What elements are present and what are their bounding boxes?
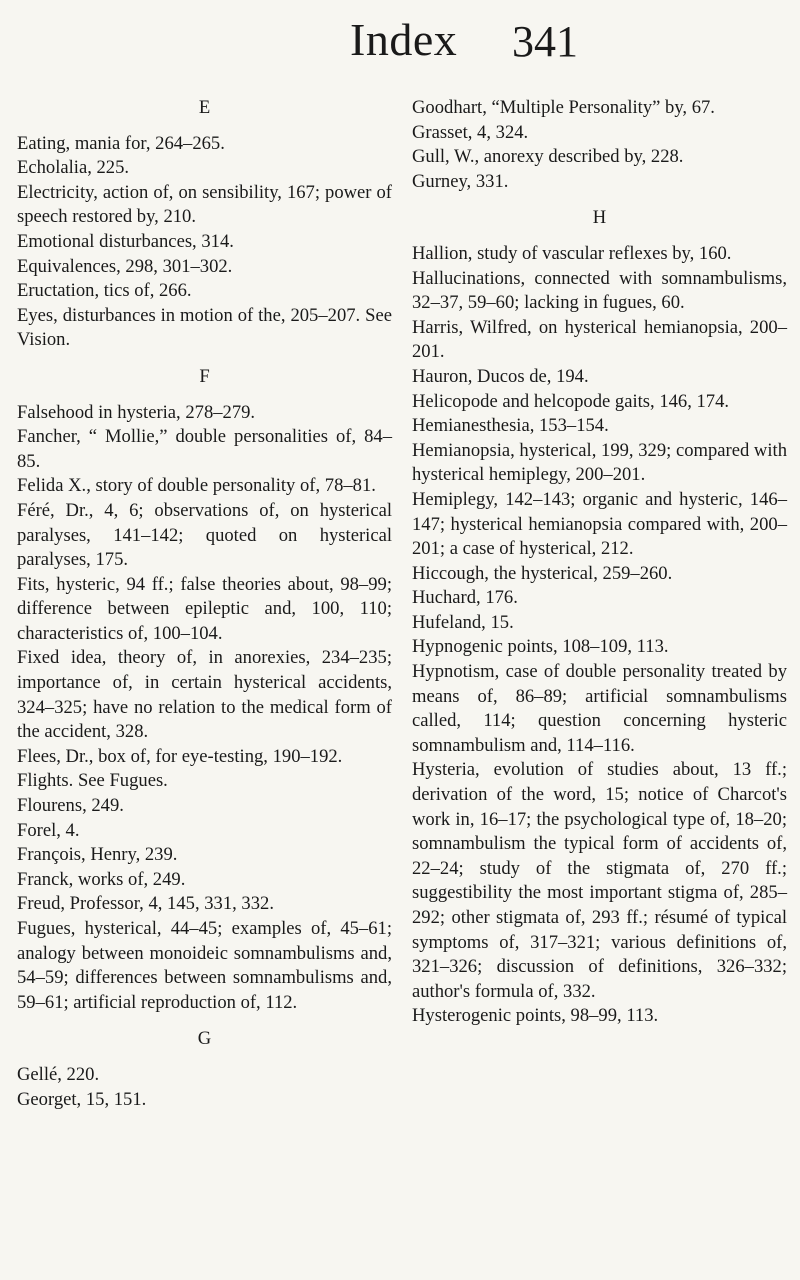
index-entry: François, Henry, 239. <box>17 844 178 866</box>
index-entry: Hauron, Ducos de, 194. <box>412 365 589 387</box>
section-letter: E <box>198 97 211 118</box>
index-entry: Gellé, 220. <box>17 1063 100 1085</box>
page-title: Index <box>350 14 458 65</box>
index-entry: Fancher, “ Mollie,” double personalities of, 84–85. <box>17 426 392 472</box>
index-entry: Flees, Dr., box of, for eye-testing, 190–192. <box>17 745 343 767</box>
index-entry: Eructation, tics of, 266. <box>17 280 192 302</box>
index-entry: Huchard, 176. <box>412 587 518 609</box>
index-entry: Grasset, 4, 324. <box>412 121 529 143</box>
index-entry: Fits, hysteric, 94 ff.; false theories about, 98–99; difference between epileptic and, 100, 110; characteristics of, 100–104. <box>17 573 392 644</box>
index-entry: Freud, Professor, 4, 145, 331, 332. <box>17 893 274 915</box>
index-entry: Harris, Wilfred, on hysterical hemianopsia, 200–201. <box>412 316 787 363</box>
index-entry: Hemiplegy, 142–143; organic and hysteric, 146–147; hysterical hemianopsia compared with, 200–201; a case of hysterical, 212. <box>412 488 787 560</box>
index-entry: Equivalences, 298, 301–302. <box>17 255 233 277</box>
section-letter: H <box>592 207 607 229</box>
section-letter: G <box>197 1028 212 1050</box>
index-entry: Emotional disturbances, 314. <box>17 230 234 252</box>
index-entry: Hemianopsia, hysterical, 199, 329; compared with hysterical hemiplegy, 200–201. <box>412 439 787 486</box>
index-entry: Flights. See Fugues. <box>17 770 168 792</box>
page-number: 341 <box>512 17 578 66</box>
index-entry: Franck, works of, 249. <box>17 868 186 890</box>
index-entry: Eating, mania for, 264–265. <box>17 132 225 154</box>
index-entry: Hysterogenic points, 98–99, 113. <box>412 1005 659 1027</box>
index-entry: Fugues, hysterical, 44–45; examples of, 45–61; analogy between monoideic somnambulisms and, 54–59; differences between somnambulisms and, 59–61; artificial reproduction of, 112. <box>17 918 392 1013</box>
index-column-right <box>412 96 787 1029</box>
index-entry: Hallion, study of vascular reflexes by, 160. <box>412 242 732 264</box>
index-entry: Goodhart, “Multiple Personality” by, 67. <box>412 97 715 118</box>
index-entry: Flourens, 249. <box>17 795 124 817</box>
index-entry: Forel, 4. <box>17 819 80 841</box>
index-entry: Hypnotism, case of double personality treated by means of, 86–89; artificial somnambulisms called, 114; question concerning hysteric somnambulism and, 114–116. <box>412 661 787 756</box>
index-entry: Féré, Dr., 4, 6; observations of, on hysterical paralyses, 141–142; quoted on hysterical paralyses, 175. <box>17 499 392 571</box>
index-entry: Eyes, disturbances in motion of the, 205–207. See Vision. <box>17 304 392 351</box>
index-entry: Echolalia, 225. <box>17 157 130 179</box>
section-letter: F <box>199 365 210 387</box>
index-entry: Gurney, 331. <box>412 170 509 192</box>
index-entry: Hysteria, evolution of studies about, 13 ff.; derivation of the word, 15; notice of Charcot's work in, 16–17; the psychological type of, 18–20; somnambulism the typical form of accidents of, 22–24; study of the stigmata of, 270 ff.; suggestibility the most important stigma of, 285–292; other stigmata of, 293 ff.; résumé of typical symptoms of, 317–321; various definitions of, 321–326; discussion of definitions, 326–332; author's formula of, 332. <box>412 759 787 1002</box>
index-entry: Falsehood in hysteria, 278–279. <box>17 401 256 423</box>
index-column-left <box>17 96 392 1112</box>
index-entry: Helicopode and helcopode gaits, 146, 174. <box>412 390 730 412</box>
index-entry: Felida X., story of double personality of, 78–81. <box>17 475 376 497</box>
index-entry: Georget, 15, 151. <box>17 1088 147 1110</box>
index-entry: Gull, W., anorexy described by, 228. <box>412 146 684 168</box>
page-header <box>0 12 800 72</box>
index-entry: Hallucinations, connected with somnambulisms, 32–37, 59–60; lacking in fugues, 60. <box>412 267 787 314</box>
index-entry: Fixed idea, theory of, in anorexies, 234–235; importance of, in certain hysterical accidents, 324–325; have no relation to the medical form of the accident, 328. <box>17 647 392 743</box>
index-entry: Hemianesthesia, 153–154. <box>412 415 609 437</box>
index-entry: Electricity, action of, on sensibility, 167; power of speech restored by, 210. <box>17 181 392 228</box>
index-entry: Hufeland, 15. <box>412 611 514 633</box>
index-entry: Hiccough, the hysterical, 259–260. <box>412 562 673 584</box>
index-entry: Hypnogenic points, 108–109, 113. <box>412 636 669 658</box>
